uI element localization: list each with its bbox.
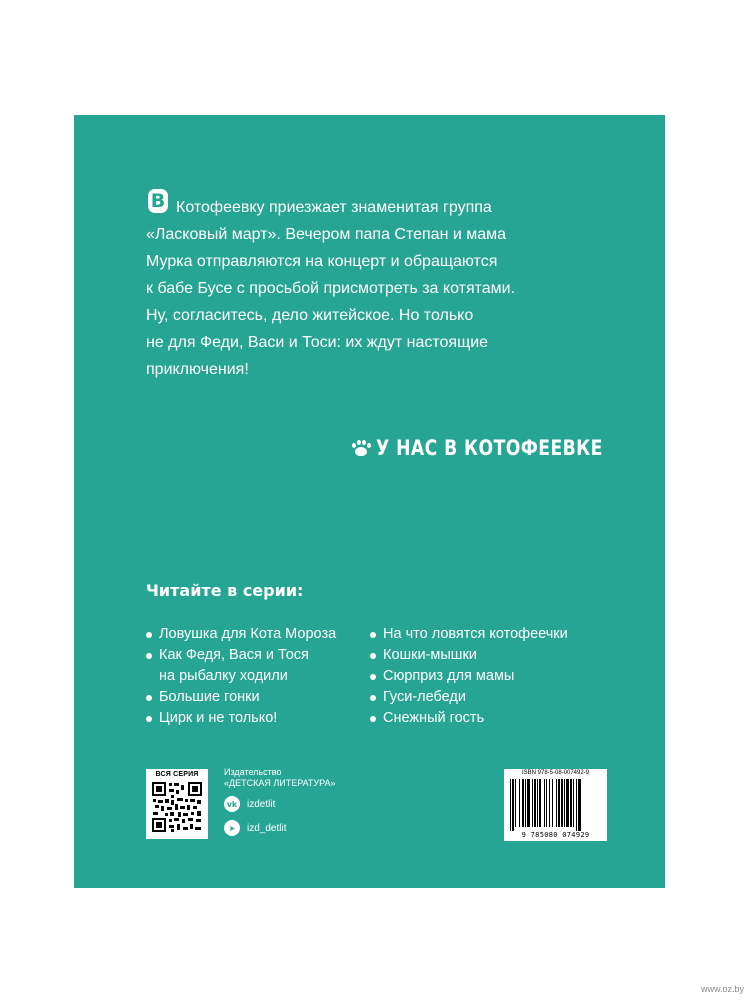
paw-icon (352, 440, 370, 456)
barcode-bar (552, 779, 553, 827)
barcode-bar (522, 779, 524, 827)
barcode-bar (578, 779, 581, 831)
blurb-line: приключения! (146, 361, 249, 378)
qr-code-block[interactable] (146, 769, 208, 839)
barcode-bar (570, 779, 572, 827)
read-in-series-heading: Читайте в серии: (146, 581, 304, 600)
blurb-line: Ну, согласитесь, дело житейское. Но только (146, 307, 474, 324)
barcode-bar (558, 779, 560, 827)
dropcap-letter: В (148, 189, 168, 213)
book-title: Цирк и не только! (146, 708, 336, 729)
publisher-name: «ДЕТСКАЯ ЛИТЕРАТУРА» (224, 778, 336, 788)
back-cover (74, 115, 665, 888)
bullet-icon (370, 674, 376, 680)
bullet-icon (146, 653, 152, 659)
barcode-bar (519, 779, 520, 827)
book-list-right (370, 624, 568, 729)
vk-icon: vk (224, 796, 240, 812)
qr-code-icon (151, 781, 203, 833)
social-link-vk[interactable] (224, 796, 336, 812)
publisher-info (224, 767, 336, 836)
barcode-bar (512, 779, 514, 831)
barcode-bar (510, 779, 511, 831)
series-logo-text: У НАС В КОТОФЕЕВКЕ (376, 436, 603, 460)
bullet-icon (146, 695, 152, 701)
qr-label: ВСЯ СЕРИЯ (155, 771, 199, 778)
blurb-line: Котофеевку приезжает знаменитая группа (176, 199, 492, 216)
barcode-bar (564, 779, 565, 827)
barcode-block (504, 769, 607, 841)
barcode-bar (534, 779, 536, 827)
social-link-telegram[interactable] (224, 820, 336, 836)
bullet-icon (370, 632, 376, 638)
bullet-icon (146, 632, 152, 638)
barcode-bar (527, 779, 530, 827)
blurb-line: «Ласковый март». Вечером папа Степан и мама (146, 226, 507, 243)
blurb-text (146, 194, 616, 383)
barcode-bar (539, 779, 541, 827)
bullet-icon (370, 695, 376, 701)
barcode-bar (525, 779, 526, 827)
barcode-icon (510, 779, 601, 831)
book-title: На что ловятся котофеечки (370, 624, 568, 645)
publisher-caption: Издательство (224, 767, 282, 777)
barcode-bar (556, 779, 557, 827)
book-list-left (146, 624, 336, 729)
barcode-bar (566, 779, 569, 827)
barcode-bar (537, 779, 538, 827)
barcode-bar (549, 779, 550, 827)
barcode-bar (546, 779, 547, 827)
blurb-line: Мурка отправляются на концерт и обращаются (146, 253, 498, 270)
book-title: Большие гонки (146, 687, 336, 708)
book-title: Гуси-лебеди (370, 687, 568, 708)
telegram-handle: izd_detlit (247, 822, 287, 834)
vk-handle: izdetlit (247, 798, 276, 810)
isbn-text: ISBN 978-5-08-007492-9 (521, 770, 590, 776)
barcode-digits: 9 785080 074929 (521, 831, 590, 839)
barcode-bar (561, 779, 563, 827)
barcode-bar (532, 779, 533, 827)
book-title: Ловушка для Кота Мороза (146, 624, 336, 645)
book-title: Кошки-мышки (370, 645, 568, 666)
barcode-bar (544, 779, 545, 827)
series-logo (352, 433, 653, 463)
bullet-icon (370, 716, 376, 722)
bullet-icon (370, 653, 376, 659)
barcode-bar (573, 779, 574, 827)
bullet-icon (146, 716, 152, 722)
telegram-icon: ➤ (224, 820, 240, 836)
book-title: Как Федя, Вася и Тося на рыбалку ходили (146, 645, 336, 687)
barcode-bar (515, 779, 516, 827)
blurb-line: к бабе Бусе с просьбой присмотреть за котятами. (146, 280, 516, 297)
watermark: www.oz.by (700, 984, 744, 994)
blurb-line: не для Феди, Васи и Тоси: их ждут настоящие (146, 334, 489, 351)
book-title: Снежный гость (370, 708, 568, 729)
book-title: Сюрприз для мамы (370, 666, 568, 687)
barcode-bar (576, 779, 577, 831)
